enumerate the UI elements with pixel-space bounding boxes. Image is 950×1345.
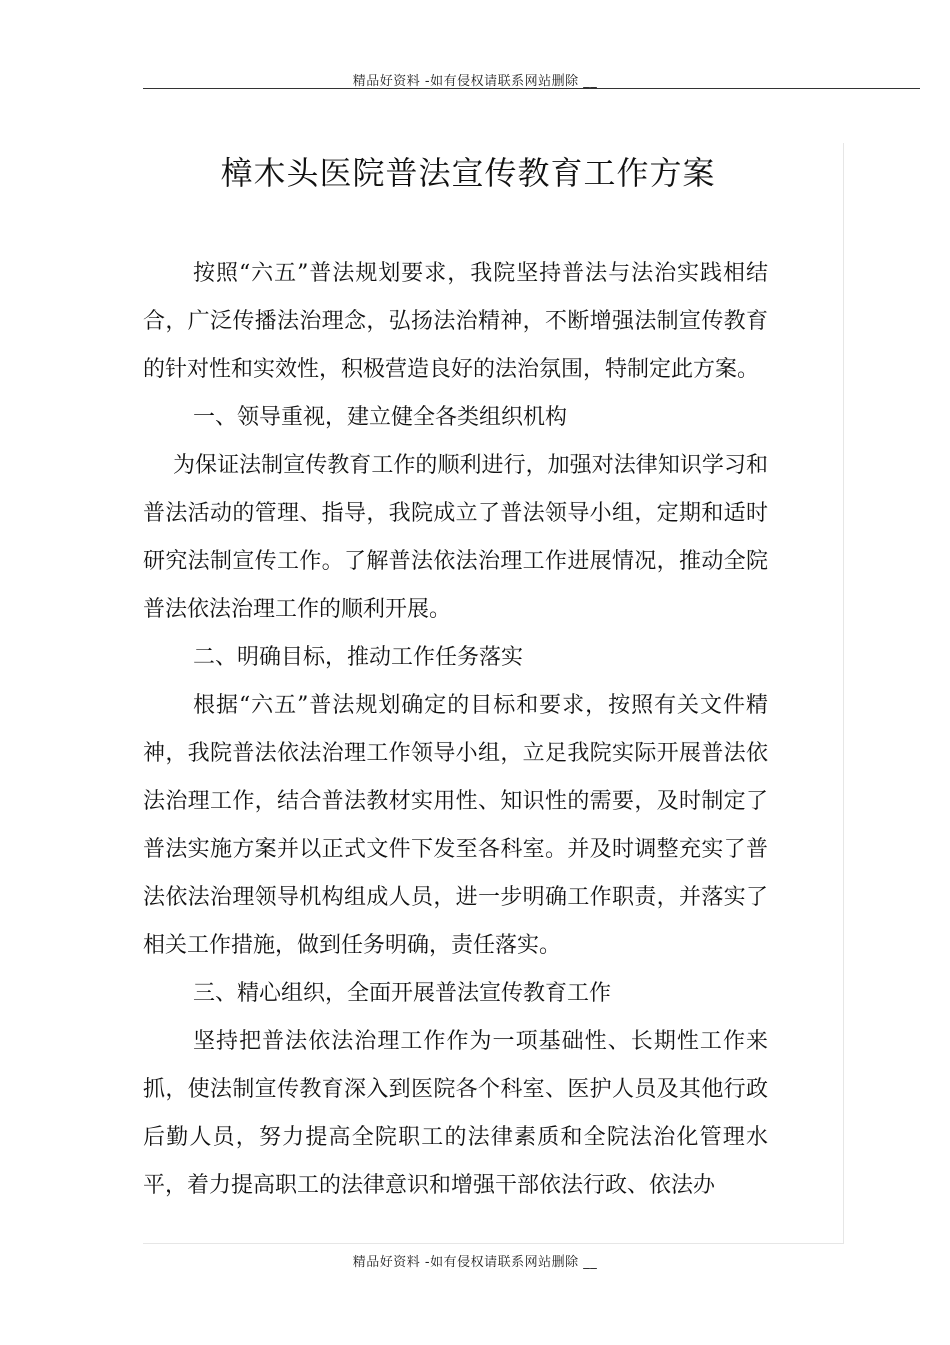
section-heading-1: 一、领导重视，建立健全各类组织机构 <box>193 405 568 430</box>
section-paragraph-1: 为保证法制宣传教育工作的顺利进行，加强对法律知识学习和普法活动的管理、指导，我院成立了普法领导小组，定期和适时研究法制宣传工作。了解普法依法治理工作进展情况，推动全院普法依法治理工作的顺利开展。 <box>143 453 768 622</box>
section-heading-2: 二、明确目标，推动工作任务落实 <box>193 645 524 670</box>
document-title: 樟木头医院普法宣传教育工作方案 <box>220 154 716 192</box>
header-watermark: 精品好资料 -如有侵权请联系网站删除 __ <box>352 74 598 89</box>
intro-paragraph: 按照“六五”普法规划要求，我院坚持普法与法治实践相结合，广泛传播法治理念，弘扬法治精神，不断增强法制宣传教育的针对性和实效性，积极营造良好的法治氛围，特制定此方案。 <box>143 261 768 382</box>
section-heading-3: 三、精心组织，全面开展普法宣传教育工作 <box>193 981 612 1006</box>
section-paragraph-3: 坚持把普法依法治理工作作为一项基础性、长期性工作来抓，使法制宣传教育深入到医院各个科室、医护人员及其他行政后勤人员，努力提高全院职工的法律素质和全院法治化管理水平，着力提高职工的法律意识和增强干部依法行政、依法办 <box>143 1029 768 1198</box>
footer-watermark: 精品好资料 -如有侵权请联系网站删除 __ <box>352 1255 598 1270</box>
document-body <box>143 250 768 1210</box>
section-paragraph-2: 根据“六五”普法规划确定的目标和要求，按照有关文件精神，我院普法依法治理工作领导小组，立足我院实际开展普法依法治理工作，结合普法教材实用性、知识性的需要，及时制定了普法实施方案并以正式文件下发至各科室。并及时调整充实了普法依法治理领导机构组成人员，进一步明确工作职责，并落实了相关工作措施，做到任务明确，责任落实。 <box>143 693 768 958</box>
header-divider <box>143 88 920 89</box>
